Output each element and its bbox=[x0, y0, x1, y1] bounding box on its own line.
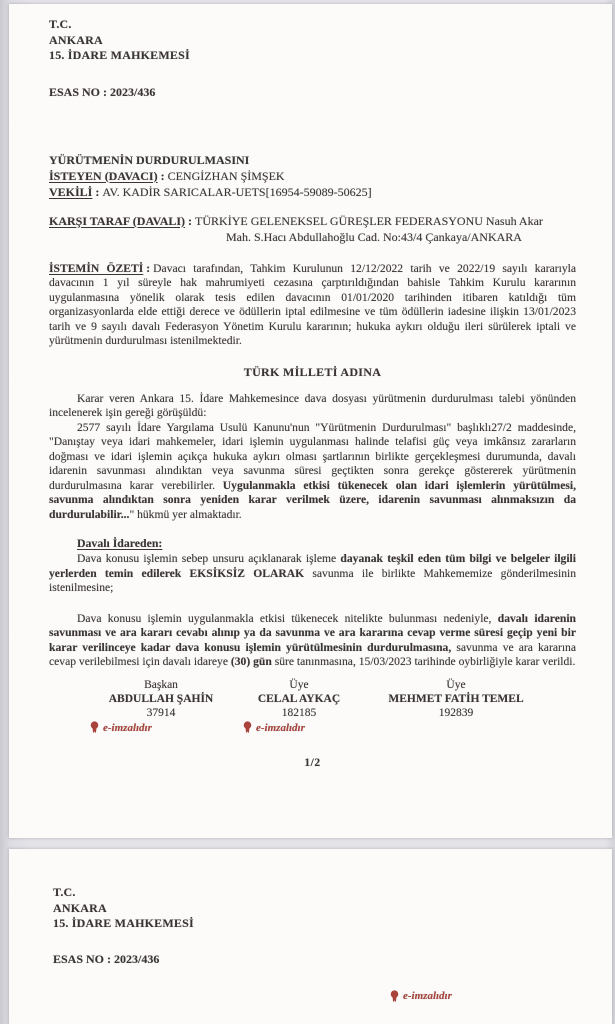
court-header bbox=[49, 17, 576, 64]
summary-label: İSTEMİN ÖZETİ bbox=[49, 261, 144, 275]
e-signature-stamp: e-imzalıdır bbox=[224, 721, 374, 735]
defendant-name: TÜRKİYE GELENEKSEL GÜREŞLER FEDERASYONU Nasuh Akar bbox=[195, 213, 543, 228]
claimant-name: CENGİZHAN ŞİMŞEK bbox=[167, 168, 285, 183]
signature-role: Üye bbox=[446, 678, 466, 691]
page-1 bbox=[9, 4, 612, 838]
claimant-label: İSTEYEN (DAVACI) bbox=[49, 168, 158, 183]
signature-block bbox=[49, 678, 576, 750]
parties-block bbox=[49, 152, 576, 200]
case-number-label: ESAS NO bbox=[53, 951, 105, 966]
republic-label: T.C. bbox=[53, 885, 76, 899]
case-number-value: 2023/436 bbox=[114, 951, 160, 966]
defendant-line: KARŞI TARAF (DAVALI) : TÜRKİYE GELENEKSEL GÜREŞLER FEDERASYONU Nasuh Akar bbox=[49, 213, 543, 228]
defendant-administration-heading: Davalı İdareden: bbox=[77, 536, 163, 550]
document-request-paragraph: Dava konusu işlemin sebep unsuru açıklanarak işleme dayanak teşkil eden tüm bilgi ve belgeler ilgili yerlerden temin edilerek EKSİKSİZ OLARAK savunma ile birlikte Mahkememize gönderilmesinin istenilmesine; bbox=[49, 552, 577, 594]
court-name: 15. İDARE MAHKEMESİ bbox=[53, 916, 194, 930]
court-header bbox=[53, 885, 576, 932]
signature-name: MEHMET FATİH TEMEL bbox=[388, 692, 524, 705]
page-number: 1/2 bbox=[304, 756, 321, 769]
attorney-name: AV. KADİR SARICALAR-UETS[16954-59089-50625] bbox=[102, 184, 372, 199]
e-signature-seal-icon bbox=[90, 721, 99, 734]
signature-member-2 bbox=[381, 678, 531, 720]
attorney-label: VEKİLİ bbox=[49, 184, 93, 199]
signature-role: Üye bbox=[289, 678, 309, 691]
signature-president bbox=[86, 678, 236, 735]
signature-name: CELAL AYKAÇ bbox=[257, 692, 341, 705]
defendant-label: KARŞI TARAF (DAVALI) bbox=[49, 213, 186, 228]
signature-registry-no: 37914 bbox=[146, 706, 176, 719]
defendant-address: Mah. S.Hacı Abdullahoğlu Cad. No:43/4 Çankaya/ANKARA bbox=[226, 229, 522, 244]
case-number-value: 2023/436 bbox=[110, 84, 156, 99]
city-label: ANKARA bbox=[53, 900, 107, 915]
page-2 bbox=[9, 849, 612, 1024]
e-signature-stamp: e-imzalıdır bbox=[390, 990, 576, 1003]
ruling-paragraph: Dava konusu işlemin uygulanmakla etkisi tükenecek nitelikte bulunması nedeniyle, davalı idarenin savunması ve ara kararı cevabı alınıp ya da savunma ve ara kararına cevap verme süresi geçip yeni bir karar verilinceye kadar dava konusu işlemin yürütülmesinin durdurulmasına, savunma ve ara kararına cevap verilebilmesi için davalı idareye (30) gün süre tanınmasına, 15/03/2023 tarihinde oybirliğiyle karar verildi. bbox=[49, 611, 576, 668]
signature-registry-no: 192839 bbox=[438, 706, 474, 719]
signature-member-1 bbox=[224, 678, 374, 735]
case-number-line: ESAS NO : 2023/436 bbox=[53, 951, 160, 966]
decision-intro-paragraph: Karar veren Ankara 15. İdare Mahkemesince dava dosyası yürütmenin durdurulması talebi yönünden incelenerek işin gereği görüşüldü: bbox=[49, 391, 576, 419]
city-label: ANKARA bbox=[49, 32, 103, 47]
claimant-line: İSTEYEN (DAVACI) : CENGİZHAN ŞİMŞEK bbox=[49, 168, 285, 183]
signature-registry-no: 182185 bbox=[281, 706, 317, 719]
republic-label: T.C. bbox=[49, 17, 72, 31]
signature-role: Başkan bbox=[144, 678, 178, 691]
defendant-block bbox=[49, 213, 576, 245]
case-number-label: ESAS NO bbox=[49, 84, 101, 99]
e-signature-seal-icon bbox=[390, 990, 399, 1003]
case-number-line: ESAS NO : 2023/436 bbox=[49, 84, 156, 99]
claim-summary-paragraph: İSTEMİN ÖZETİ : Davacı tarafından, Tahkim Kurulunun 12/12/2022 tarih ve 2022/19 sayılı kararıyla davacının 1 yıl süreyle hak mahrumiyeti cezasına çarptırıldığından bahisle Tahkim Kurulu kararının uygulanmasına yönelik olarak tesis edilen davacının 01/01/2020 tarihinden itibaren katıldığı tüm organizasyonlarda elde ettiği derece ve ödüllerin iptal edilmesine ve tüm ödüllerin iadesine ilişkin 13/01/2023 tarih ve 9 sayılı davalı Federasyon Yönetim Kurulu kararının; hukuka aykırı olduğu ileri sürülerek iptali ve yürütmenin durdurulması istenilmektedir. bbox=[49, 261, 576, 347]
in-the-name-of-nation-heading: TÜRK MİLLETİ ADINA bbox=[243, 364, 382, 379]
attorney-line: VEKİLİ : AV. KADİR SARICALAR-UETS[16954-59089-50625] bbox=[49, 184, 372, 199]
e-signature-seal-icon bbox=[243, 721, 252, 734]
signature-name: ABDULLAH ŞAHİN bbox=[108, 692, 214, 705]
request-title: YÜRÜTMENİN DURDURULMASINI bbox=[49, 152, 250, 167]
law-2577-paragraph: 2577 sayılı İdare Yargılama Usulü Kanunu'nun "Yürütmenin Durdurulması" başlıklı27/2 maddesinde, "Danıştay veya idari mahkemeler, idari işlemin uygulanması halinde telafisi güç veya imkânsız zararların doğması ve idari işlemin açıkça hukuka aykırı olması şartlarının birlikte gerçekleşmesi durumunda, davalı idarenin savunması alındıktan veya savunma süresi geçtikten sonra gerekçe göstererek yürütmenin durdurulmasına karar verebilirler. Uygulanmakla etkisi tükenecek olan idari işlemlerin yürütülmesi, savunma alındıktan sonra yeniden karar verilmek üzere, idarenin savunması alınmaksızın da durdurulabilir..." hükmü yer almaktadır. bbox=[49, 420, 576, 521]
court-name: 15. İDARE MAHKEMESİ bbox=[49, 48, 190, 62]
e-signature-stamp: e-imzalıdır bbox=[86, 721, 236, 735]
